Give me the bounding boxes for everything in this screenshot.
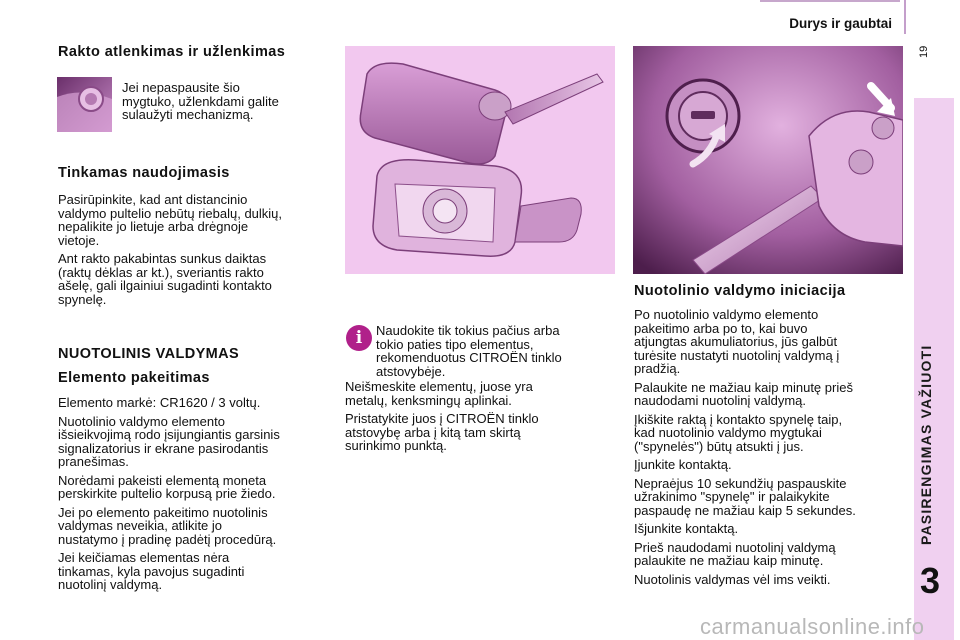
usage-text: Pasirūpinkite, kad ant distancinio valdymo pultelio nebūtų riebalų, dulkių, nepalikite jo lietuje arba drėgnoje vietoje. Ant rakto pakabintas sunkus daiktas (raktų dėklas ar kt.), sveriantis rakto ašelę, gali ilgainiui sugadinti kontakto spynelę. [58, 192, 283, 307]
battery-title: Elemento pakeitimas [58, 370, 210, 386]
section-title: Durys ir gaubtai [789, 16, 892, 31]
battery-text: Elemento markė: CR1620 / 3 voltų. Nuotolinio valdymo elemento išsieikvojimą rodo įsijungiantis garsinis signalizatorius ir ekrane pasirodantis pranešimas. Norėdami pakeisti elementą moneta perskirkite pultelio korpusą prie žiedo. Jei po elemento pakeitimo nuotolinis valdymas neveikia, atlikite jo nustatymo į pradinę padėtį procedūrą. Jei keičiamas elementas nėra tinkamas, kyla pavojus sugadinti nuotolinį valdymą. [58, 395, 280, 592]
fold-title: Rakto atlenkimas ir užlenkimas [58, 44, 286, 60]
init-text: Po nuotolinio valdymo elemento pakeitimo arba po to, kai buvo atjungtas akumuliatorius, jūs galbūt turėsite nustatyti nuotolinį valdymą į pradžią. Palaukite ne mažiau kaip minutę prieš naudodami nuotolinį valdymą. Įkiškite raktą į kontakto spynelę taip, kad nuotolinio valdymo mygtukai ("spynelės") būtų atsukti į jus. Įjunkite kontaktą. Nepraėjus 10 sekundžių paspauskite užrakinimo "spynelę" ir palaikykite paspaudę ne mažiau kaip 5 sekundes. Išjunkite kontaktą. Prieš naudodami nuotolinį valdymą palaukite ne mažiau kaip minutę. Nuotolinis valdymas vėl ims veikti. [634, 307, 856, 587]
fold-note: Jei nepaspausite šio mygtuko, užlenkdami galite sulaužyti mechanizmą. [122, 80, 279, 122]
key-button-photo [57, 77, 112, 132]
info-icon: i [346, 325, 372, 351]
info-note: Naudokite tik tokius pačius arba tokio paties tipo elementus, rekomenduotus CITROËN tinklo atstovybėje. [376, 323, 562, 379]
ignition-key-photo [633, 46, 903, 274]
chapter-label: PASIRENGIMAS VAŽIUOTI [918, 344, 934, 545]
page-number: 19 [918, 45, 930, 58]
disposal-text: Neišmeskite elementų, juose yra metalų, kenksmingų aplinkai. Pristatykite juos į CITROËN tinklo atstovybę arba į kitą tam skirtą surinkimo punktą. [345, 379, 539, 453]
key-exploded-photo [345, 46, 615, 274]
header-divider [904, 0, 906, 34]
watermark: carmanualsonline.info [700, 614, 925, 639]
chapter-number: 3 [920, 560, 941, 601]
init-title: Nuotolinio valdymo iniciacija [634, 283, 846, 299]
header-rule [760, 0, 900, 2]
remote-title: NUOTOLINIS VALDYMAS [58, 346, 240, 362]
usage-title: Tinkamas naudojimasis [58, 165, 230, 181]
